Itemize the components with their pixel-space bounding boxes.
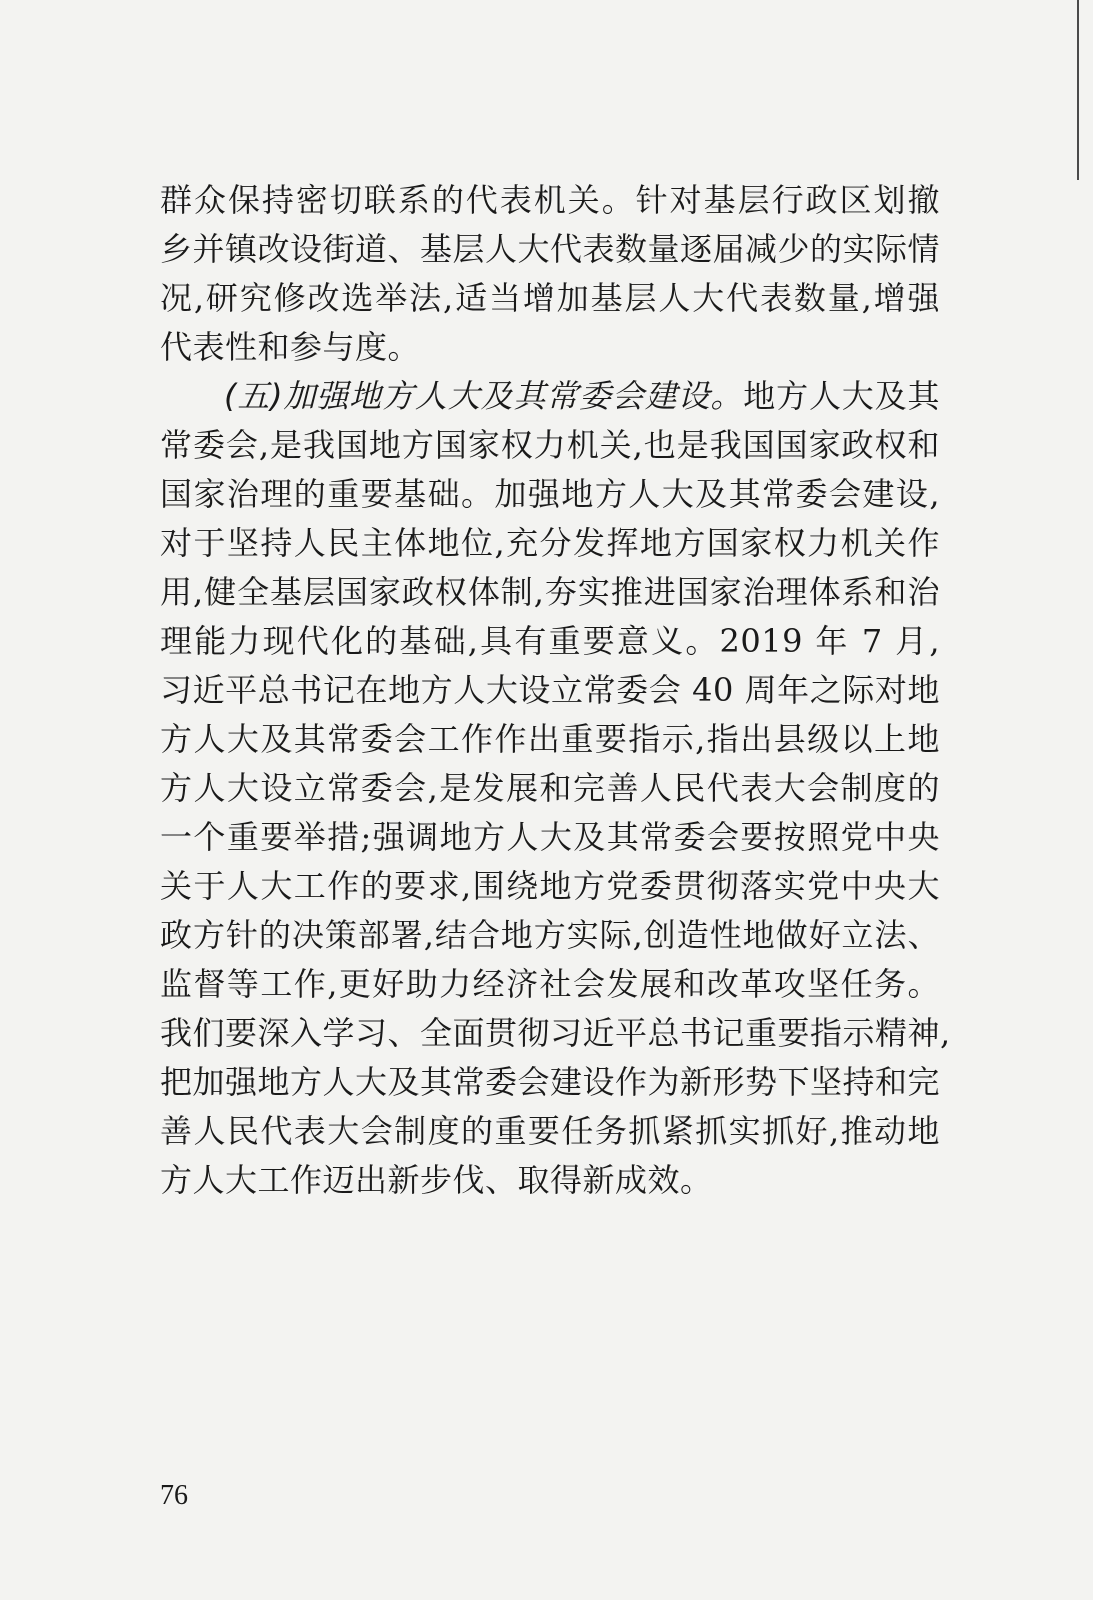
section-heading: (五)加强地方人大及其常委会建设。 [224, 377, 744, 415]
text-line: 把加强地方人大及其常委会建设作为新形势下坚持和完 [160, 1063, 941, 1101]
page-edge-line [1077, 0, 1079, 180]
text-line: 群众保持密切联系的代表机关。针对基层行政区划撤 [160, 181, 940, 219]
text-line: 关于人大工作的要求,围绕地方党委贯彻落实党中央大 [160, 867, 940, 905]
text-line: 方人大设立常委会,是发展和完善人民代表大会制度的 [160, 769, 940, 807]
text-line: 国家治理的重要基础。加强地方人大及其常委会建设, [160, 475, 940, 513]
text-line: 代表性和参与度。 [160, 328, 421, 366]
text-run: 地方人大及其 [743, 377, 940, 415]
text-line: 况,研究修改选举法,适当增加基层人大代表数量,增强 [160, 279, 940, 317]
page-number: 76 [160, 1480, 188, 1511]
text-line: 政方针的决策部署,结合地方实际,创造性地做好立法、 [160, 916, 940, 954]
text-line: 一个重要举措;强调地方人大及其常委会要按照党中央 [160, 818, 940, 856]
text-line: 乡并镇改设街道、基层人大代表数量逐届减少的实际情 [160, 230, 941, 268]
text-line: 方人大工作迈出新步伐、取得新成效。 [160, 1161, 713, 1199]
body-text [160, 176, 951, 1205]
text-line: 善人民代表大会制度的重要任务抓紧抓实抓好,推动地 [160, 1112, 940, 1150]
text-line: 常委会,是我国地方国家权力机关,也是我国国家政权和 [160, 426, 940, 464]
text-line: 我们要深入学习、全面贯彻习近平总书记重要指示精神, [160, 1014, 951, 1052]
text-line: 理能力现代化的基础,具有重要意义。2019 年 7 月, [160, 622, 940, 660]
text-line: 用,健全基层国家政权体制,夯实推进国家治理体系和治 [160, 573, 940, 611]
text-line: 方人大及其常委会工作作出重要指示,指出县级以上地 [160, 720, 940, 758]
section-heading-line [160, 372, 940, 421]
text-line: 对于坚持人民主体地位,充分发挥地方国家权力机关作 [160, 524, 940, 562]
text-line: 习近平总书记在地方人大设立常委会 40 周年之际对地 [160, 671, 940, 709]
text-line: 监督等工作,更好助力经济社会发展和改革攻坚任务。 [160, 965, 940, 1003]
